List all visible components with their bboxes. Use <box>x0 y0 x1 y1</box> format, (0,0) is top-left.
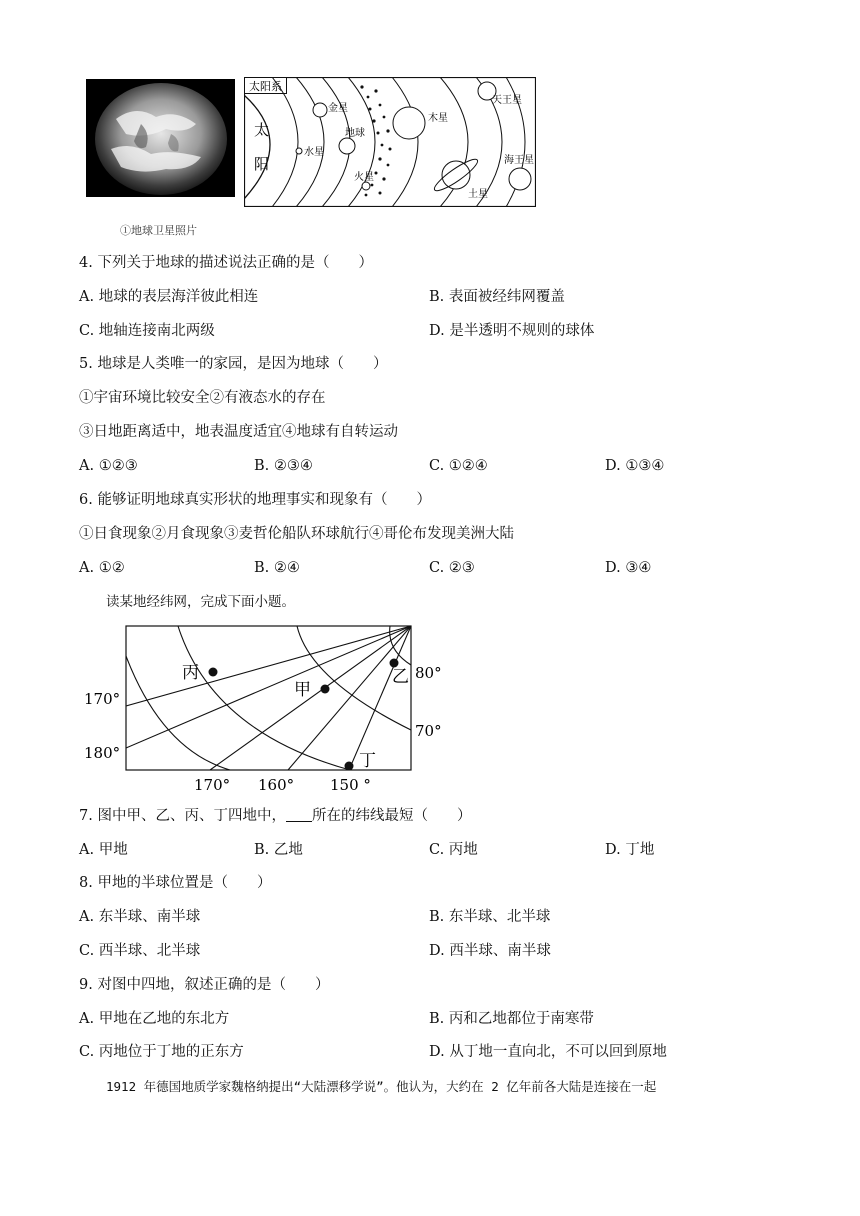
bottom-label-170: 170° <box>194 776 231 794</box>
q7-stem-suffix: 所在的纬线最短（ ） <box>311 808 472 824</box>
left-label-170: 170° <box>84 690 121 708</box>
q4-option-b[interactable]: B. 表面被经纬网覆盖 <box>429 289 565 305</box>
q7-blank[interactable] <box>286 807 312 822</box>
uranus-label: 天王星 <box>492 95 522 106</box>
question-7-stem <box>79 806 471 826</box>
q7-option-c[interactable]: C. 丙地 <box>429 842 478 858</box>
point-yi-label: 乙 <box>392 667 409 687</box>
q5-option-d[interactable]: D. ①③④ <box>605 458 665 474</box>
q7-stem-prefix: 7. 图中甲、乙、丙、丁四地中， <box>79 808 286 824</box>
sun-label-1: 太 <box>254 121 270 139</box>
q9-option-c[interactable]: C. 丙地位于丁地的正东方 <box>79 1044 244 1060</box>
bottom-label-150: 150 ° <box>330 776 371 794</box>
earth-satellite-photo <box>86 79 235 197</box>
right-label-80: 80° <box>415 664 442 682</box>
q6-item-line-1: ①日食现象②月食现象③麦哲伦船队环球航行④哥伦布发现美洲大陆 <box>79 526 514 542</box>
question-9-stem: 9. 对图中四地，叙述正确的是（ ） <box>79 977 330 993</box>
point-jia-label: 甲 <box>294 680 311 700</box>
point-bing-label: 丙 <box>182 663 199 683</box>
question-8-stem: 8. 甲地的半球位置是（ ） <box>79 875 272 891</box>
q6-option-c[interactable]: C. ②③ <box>429 560 475 576</box>
q9-option-a[interactable]: A. 甲地在乙地的东北方 <box>79 1011 230 1027</box>
saturn-label: 土星 <box>468 189 488 200</box>
q5-option-a[interactable]: A. ①②③ <box>79 458 138 474</box>
point-ding-label: 丁 <box>359 751 376 771</box>
earth-label: 地球 <box>345 128 365 139</box>
solar-system-diagram <box>244 77 536 207</box>
grid-intro-text: 读某地经纬网，完成下面小题。 <box>106 594 295 610</box>
q6-option-d[interactable]: D. ③④ <box>605 560 652 576</box>
q9-option-b[interactable]: B. 丙和乙地都位于南寒带 <box>429 1011 594 1027</box>
q6-option-a[interactable]: A. ①② <box>79 560 125 576</box>
q9-option-d[interactable]: D. 从丁地一直向北，不可以回到原地 <box>429 1044 667 1060</box>
q7-option-b[interactable]: B. 乙地 <box>254 842 303 858</box>
q4-option-c[interactable]: C. 地轴连接南北两级 <box>79 323 215 339</box>
q8-option-c[interactable]: C. 西半球、北半球 <box>79 943 201 959</box>
q4-option-a[interactable]: A. 地球的表层海洋彼此相连 <box>79 289 259 305</box>
q8-option-d[interactable]: D. 西半球、南半球 <box>429 943 551 959</box>
q7-option-d[interactable]: D. 丁地 <box>605 842 655 858</box>
jupiter-label: 木星 <box>428 113 448 124</box>
q4-option-d[interactable]: D. 是半透明不规则的球体 <box>429 323 595 339</box>
mercury-label: 水星 <box>304 147 324 158</box>
q5-item-line-1: ①宇宙环境比较安全②有液态水的存在 <box>79 390 326 406</box>
closing-paragraph: 1912 年德国地质学家魏格纳提出“大陆漂移学说”。他认为，大约在 2 亿年前各大陆是连接在一起 <box>106 1079 657 1094</box>
q8-option-a[interactable]: A. 东半球、南半球 <box>79 909 201 925</box>
q6-option-b[interactable]: B. ②④ <box>254 560 300 576</box>
venus-label: 金星 <box>328 103 348 114</box>
bottom-label-160: 160° <box>258 776 295 794</box>
latitude-longitude-grid-map <box>82 620 452 798</box>
mars-label: 火星 <box>354 172 374 183</box>
sun-label-2: 阳 <box>254 155 270 173</box>
neptune-label: 海王星 <box>504 155 534 166</box>
q5-option-b[interactable]: B. ②③④ <box>254 458 313 474</box>
q5-option-c[interactable]: C. ①②④ <box>429 458 488 474</box>
right-label-70: 70° <box>415 722 442 740</box>
question-6-stem: 6. 能够证明地球真实形状的地理事实和现象有（ ） <box>79 492 431 508</box>
question-5-stem: 5. 地球是人类唯一的家园，是因为地球（ ） <box>79 356 388 372</box>
question-4-stem: 4. 下列关于地球的描述说法正确的是（ ） <box>79 255 373 271</box>
q5-item-line-2: ③日地距离适中，地表温度适宜④地球有自转运动 <box>79 424 398 440</box>
q7-option-a[interactable]: A. 甲地 <box>79 842 128 858</box>
q8-option-b[interactable]: B. 东半球、北半球 <box>429 909 551 925</box>
left-label-180: 180° <box>84 744 121 762</box>
figure-caption: ①地球卫星照片 <box>120 224 197 237</box>
solar-title: 太阳系 <box>249 80 282 93</box>
